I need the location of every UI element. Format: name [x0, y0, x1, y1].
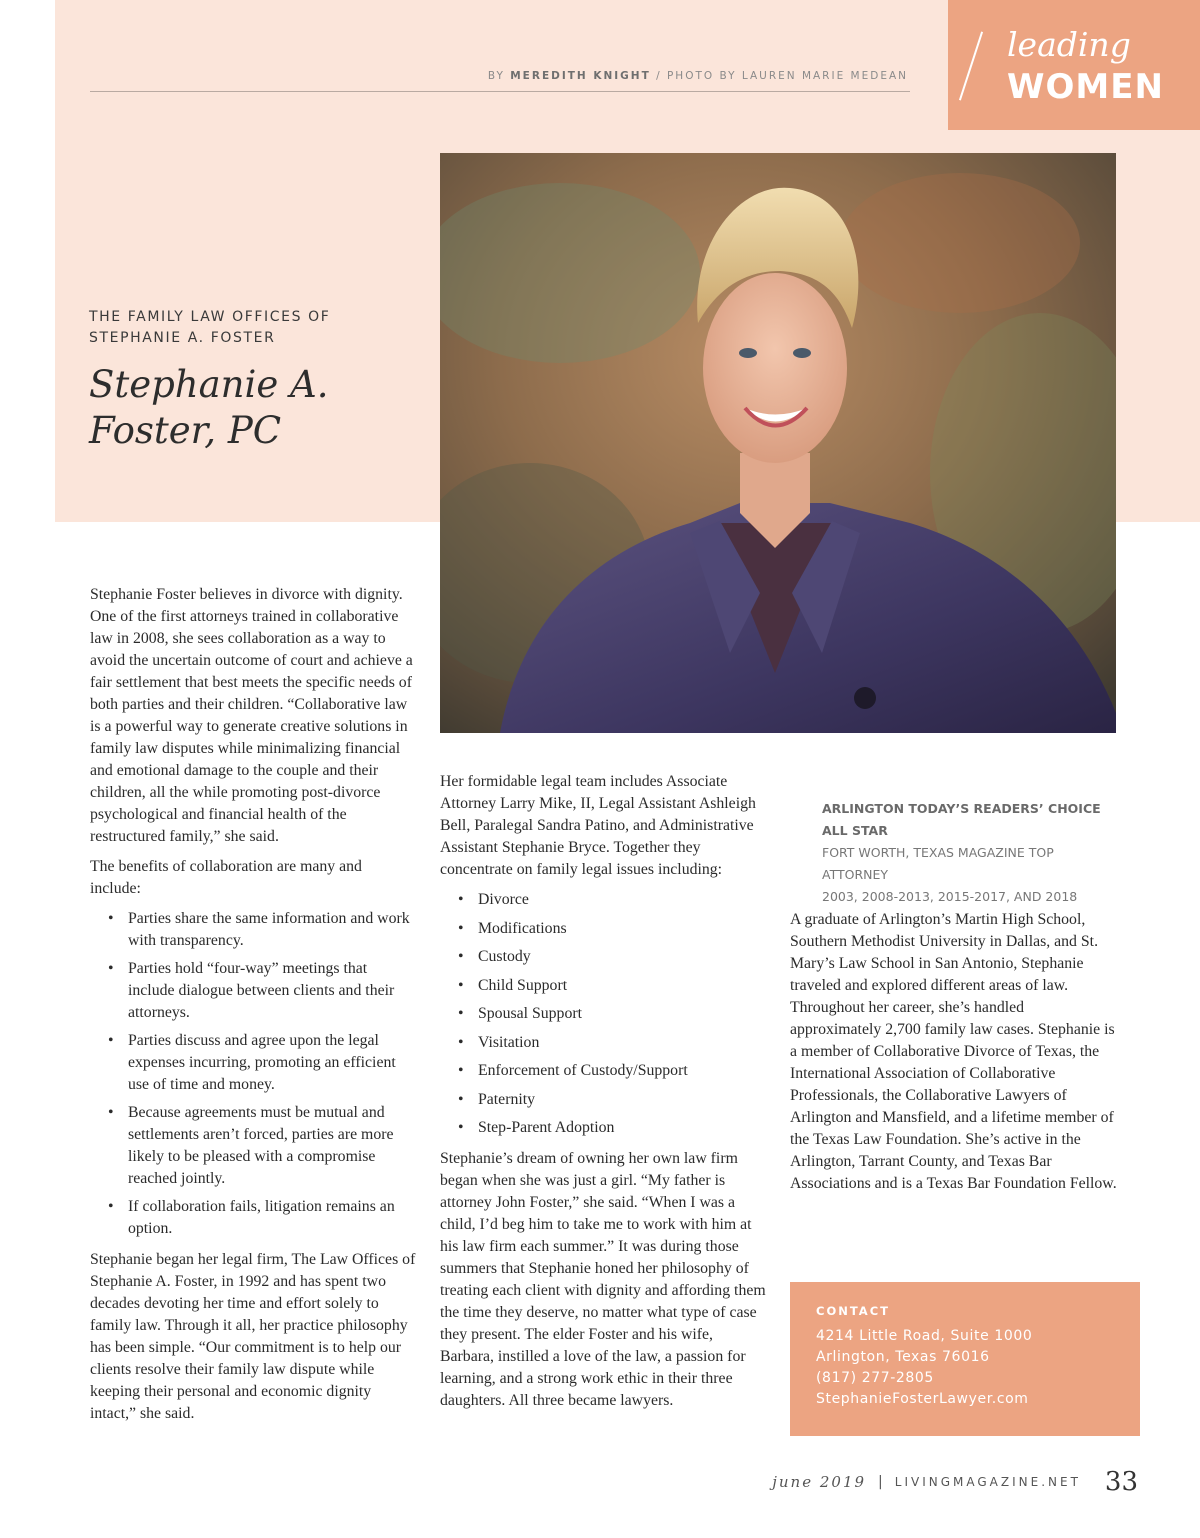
list-item: • Visitation [440, 1032, 766, 1054]
issue-date: june 2019 [772, 1473, 867, 1491]
list-item: • Child Support [440, 975, 766, 997]
footer-separator: | [878, 1474, 883, 1490]
list-item: • Enforcement of Custody/Support [440, 1060, 766, 1082]
article-column-3 [790, 909, 1118, 1203]
byline-author: MEREDITH KNIGHT [510, 70, 651, 82]
magazine-site-link[interactable]: LIVINGMAGAZINE.NET [894, 1475, 1081, 1489]
list-item: • Custody [440, 946, 766, 968]
byline-photo-credit: / PHOTO BY LAUREN MARIE MEDEAN [656, 70, 908, 82]
paragraph: Stephanie’s dream of owning her own law firm began when she was just a girl. “My father is attorney John Foster,” she said. “When I was a child, I’d beg him to take me to work with him at his law firm each summer.” It was during those summers that Stephanie honed her philosophy of treating each client with dignity and affording them the time they deserve, no matter what type of case they present. The elder Foster and his wife, Barbara, instilled a love of the law, a passion for learning, and a strong work ethic in their three daughters. All three became lawyers. [440, 1150, 766, 1409]
section-tag [948, 0, 1200, 130]
list-item: • Parties discuss and agree upon the legal expenses incurring, promoting an efficient use of time and money. [90, 1030, 416, 1096]
contact-address: 4214 Little Road, Suite 1000 [816, 1328, 1033, 1344]
practice-areas-list [440, 889, 766, 1139]
paragraph: A graduate of Arlington’s Martin High School, Southern Methodist University in Dallas, and St. Mary’s Law School in San Antonio, Stephanie traveled and explored different areas of law. Throughout her career, she’s handled approximately 2,700 family law cases. Stephanie is a member of Collaborative Divorce of Texas, the International Association of Collaborative Professionals, the Collaborative Lawyers of Arlington and Mansfield, and a lifetime member of the Texas Law Foundation. She’s active in the Arlington, Tarrant County, and Texas Bar Associations and is a Texas Bar Foundation Fellow. [790, 911, 1117, 1192]
section-tag-women: WOMEN [1007, 67, 1164, 107]
contact-title: CONTACT [816, 1304, 890, 1318]
list-item: • Parties hold “four-way” meetings that include dialogue between clients and their attorneys. [90, 958, 416, 1024]
list-item: • Divorce [440, 889, 766, 911]
list-item: • Step-Parent Adoption [440, 1117, 766, 1139]
benefits-list [90, 908, 416, 1240]
list-item: • Paternity [440, 1089, 766, 1111]
awards-list [822, 798, 1122, 908]
award-line: ARLINGTON TODAY’S READERS’ CHOICE ALL STAR [822, 801, 1101, 838]
page-footer [772, 1467, 1138, 1497]
firm-name: THE FAMILY LAW OFFICES OF STEPHANIE A. FOSTER [89, 309, 331, 346]
header-rule [90, 91, 910, 92]
portrait-illustration [440, 153, 1116, 733]
contact-city: Arlington, Texas 76016 [816, 1349, 990, 1365]
list-item: • If collaboration fails, litigation remains an option. [90, 1196, 416, 1240]
paragraph: Stephanie began her legal firm, The Law Offices of Stephanie A. Foster, in 1992 and has spent two decades devoting her time and effort solely to family law. Through it all, her practice philosophy has been simple. “Our commitment is to help our clients resolve their family law dispute while keeping their personal and economic dignity intact,” she said. [90, 1251, 416, 1422]
contact-phone[interactable]: (817) 277-2805 [816, 1370, 934, 1386]
article-column-1 [90, 584, 416, 1433]
paragraph: Stephanie Foster believes in divorce with dignity. One of the first attorneys trained in collaborative law in 2008, she sees collaboration as a way to avoid the uncertain outcome of court and achieve a fair settlement that best meets the specific needs of both parties and their children. “Collaborative law is a powerful way to generate creative solutions in family law disputes while minimalizing financial and emotional damage to the couple and their children, all the while promoting post-divorce psychological and financial health of the restructured family,” she said. [90, 586, 413, 845]
award-line: FORT WORTH, TEXAS MAGAZINE TOP ATTORNEY [822, 845, 1054, 882]
list-item: • Because agreements must be mutual and settlements aren’t forced, parties are more likely to be pleased with a compromise reached jointly. [90, 1102, 416, 1190]
contact-details [816, 1326, 1032, 1410]
list-item: • Parties share the same information and work with transparency. [90, 908, 416, 952]
portrait-photo [440, 153, 1116, 733]
section-tag-leading: leading [1007, 25, 1131, 64]
page-number: 33 [1104, 1467, 1138, 1497]
list-item: • Modifications [440, 918, 766, 940]
award-line: 2003, 2008-2013, 2015-2017, AND 2018 [822, 889, 1078, 904]
paragraph: Her formidable legal team includes Associate Attorney Larry Mike, II, Legal Assistant Ashleigh Bell, Paralegal Sandra Patino, and Administrative Assistant Stephanie Bryce. Together they concentrate on family legal issues including: [440, 773, 756, 878]
contact-website-link[interactable]: StephanieFosterLawyer.com [816, 1391, 1029, 1407]
byline [488, 70, 908, 82]
list-item: • Spousal Support [440, 1003, 766, 1025]
contact-box [790, 1282, 1140, 1436]
article-column-2 [440, 771, 766, 1420]
paragraph: The benefits of collaboration are many and include: [90, 858, 362, 897]
profile-title: Stephanie A. Foster, PC [89, 363, 329, 452]
byline-prefix: BY [487, 70, 505, 82]
